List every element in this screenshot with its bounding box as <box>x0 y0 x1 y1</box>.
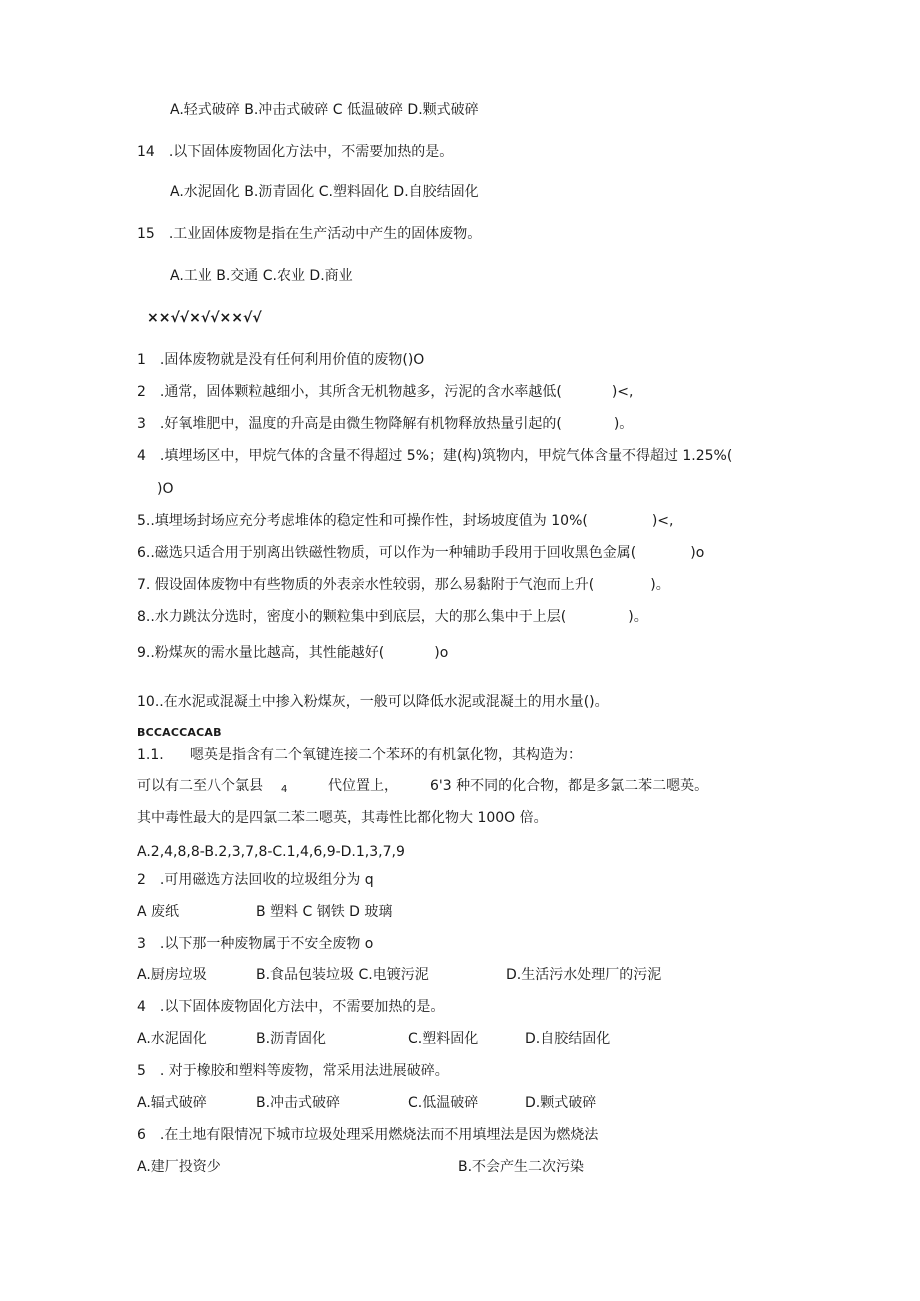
tf-item-2-end: )<, <box>611 384 634 400</box>
mc-q2-options-bcd: B 塑料 C 钢铁 D 玻璃 <box>256 904 393 920</box>
tf-answer-key: ××√√×√√××√√ <box>147 310 262 326</box>
tf-item-9-end: )o <box>434 645 449 661</box>
mc-q3-option-d: D.生活污水处理厂的污泥 <box>506 967 662 983</box>
mc-q5-option-c: C.低温破碎 <box>408 1095 479 1111</box>
q14-text: 14 .以下固体废物固化方法中，不需要加热的是。 <box>137 144 454 160</box>
mc-q1-subscript: 4 <box>281 784 288 795</box>
mc-q4-text: 4 .以下固体废物固化方法中，不需要加热的是。 <box>137 999 445 1015</box>
tf-item-8-text: 8..水力跳汰分选时，密度小的颗粒集中到底层，大的那么集中于上层( <box>137 609 567 625</box>
mc-q4-option-a: A.水泥固化 <box>137 1031 207 1047</box>
mc-q1-line3: 其中毒性最大的是四氯二苯二嗯英，其毒性比都化物大 100O 倍。 <box>137 810 548 826</box>
tf-item-7 <box>137 575 670 595</box>
mc-q5-option-a: A.辐式破碎 <box>137 1095 207 1111</box>
mc-q6-option-b: B.不会产生二次污染 <box>458 1159 585 1175</box>
tf-item-9 <box>137 643 448 663</box>
mc-q5-option-b: B.冲击式破碎 <box>256 1095 341 1111</box>
tf-item-7-text: 7. 假设固体废物中有些物质的外表亲水性较弱，那么易黏附于气泡而上升( <box>137 577 595 593</box>
tf-item-10: 10..在水泥或混凝土中掺入粉煤灰，一般可以降低水泥或混凝土的用水量()。 <box>137 694 609 710</box>
mc-q4-option-c: C.塑料固化 <box>408 1031 479 1047</box>
tf-item-3-text: 3 .好氧堆肥中，温度的升高是由微生物降解有机物释放热量引起的( <box>137 416 562 432</box>
q14-options: A.水泥固化 B.沥青固化 C.塑料固化 D.自胶结固化 <box>170 184 479 200</box>
tf-item-4-end: )O <box>157 481 174 497</box>
mc-q3-options-bc: B.食品包装垃圾 C.电镀污泥 <box>256 967 429 983</box>
tf-item-6-text: 6..磁选只适合用于别离出铁磁性物质，可以作为一种辅助手段用于回收黑色金属( <box>137 545 637 561</box>
mc-q6-text: 6 .在土地有限情况下城市垃圾处理采用燃烧法而不用填埋法是因为燃烧法 <box>137 1127 599 1143</box>
tf-item-7-end: )。 <box>650 577 670 593</box>
tf-item-3 <box>137 414 633 434</box>
mc-q4-option-b: B.沥青固化 <box>256 1031 327 1047</box>
mc-q6-option-a: A.建厂投资少 <box>137 1159 221 1175</box>
mc-q5-option-d: D.颗式破碎 <box>525 1095 597 1111</box>
tf-item-9-text: 9..粉煤灰的需水量比越高，其性能越好( <box>137 645 385 661</box>
q15-text: 15 .工业固体废物是指在生产活动中产生的固体废物。 <box>137 226 482 242</box>
mc-answer-key: BCCACCACAB <box>137 726 222 739</box>
tf-item-2 <box>137 382 633 402</box>
mc-q4-option-d: D.自胶结固化 <box>525 1031 611 1047</box>
tf-item-8-end: )。 <box>628 609 648 625</box>
tf-item-3-end: )。 <box>613 416 634 432</box>
mc-q5-text: 5 . 对于橡胶和塑料等废物，常采用法进展破碎。 <box>137 1063 449 1079</box>
q15-options: A.工业 B.交通 C.农业 D.商业 <box>170 268 353 284</box>
mc-q3-option-a: A.厨房垃圾 <box>137 967 207 983</box>
q13-options: A.轻式破碎 B.冲击式破碎 C 低温破碎 D.颗式破碎 <box>170 102 479 118</box>
tf-item-4: 4 .填埋场区中，甲烷气体的含量不得超过 5%；建(构)筑物内，甲烷气体含量不得超过 1.25%( <box>137 448 733 464</box>
tf-item-2-text: 2 .通常，固体颗粒越细小，其所含无机物越多，污泥的含水率越低( <box>137 384 562 400</box>
tf-item-5-text: 5..填埋场封场应充分考虑堆体的稳定性和可操作性，封场坡度值为 10%( <box>137 513 588 529</box>
tf-item-6-end: )o <box>690 545 705 561</box>
mc-q1-number: 1.1. <box>137 747 164 763</box>
tf-item-5 <box>137 511 674 531</box>
mc-q2-option-a: A 废纸 <box>137 904 180 920</box>
tf-item-5-end: )<, <box>651 513 674 529</box>
tf-item-1: 1 .固体废物就是没有任何利用价值的废物()O <box>137 352 425 368</box>
mc-q3-text: 3 .以下那一种废物属于不安全废物 o <box>137 936 374 952</box>
mc-q1-options: A.2,4,8,8-B.2,3,7,8-C.1,4,6,9-D.1,3,7,9 <box>137 844 405 860</box>
tf-item-6 <box>137 543 704 563</box>
tf-item-8 <box>137 607 648 627</box>
mc-q2-text: 2 .可用磁选方法回收的垃圾组分为 q <box>137 872 374 888</box>
mc-q1-line2-c: 6'3 种不同的化合物，都是多氯二苯二嗯英。 <box>430 778 709 794</box>
mc-q1-line2-a: 可以有二至八个氯县 <box>137 778 263 794</box>
mc-q1-text: 嗯英是指含有二个氧键连接二个苯环的有机氯化物，其构造为： <box>190 747 582 763</box>
mc-q1-line2-b: 代位置上， <box>328 778 398 794</box>
